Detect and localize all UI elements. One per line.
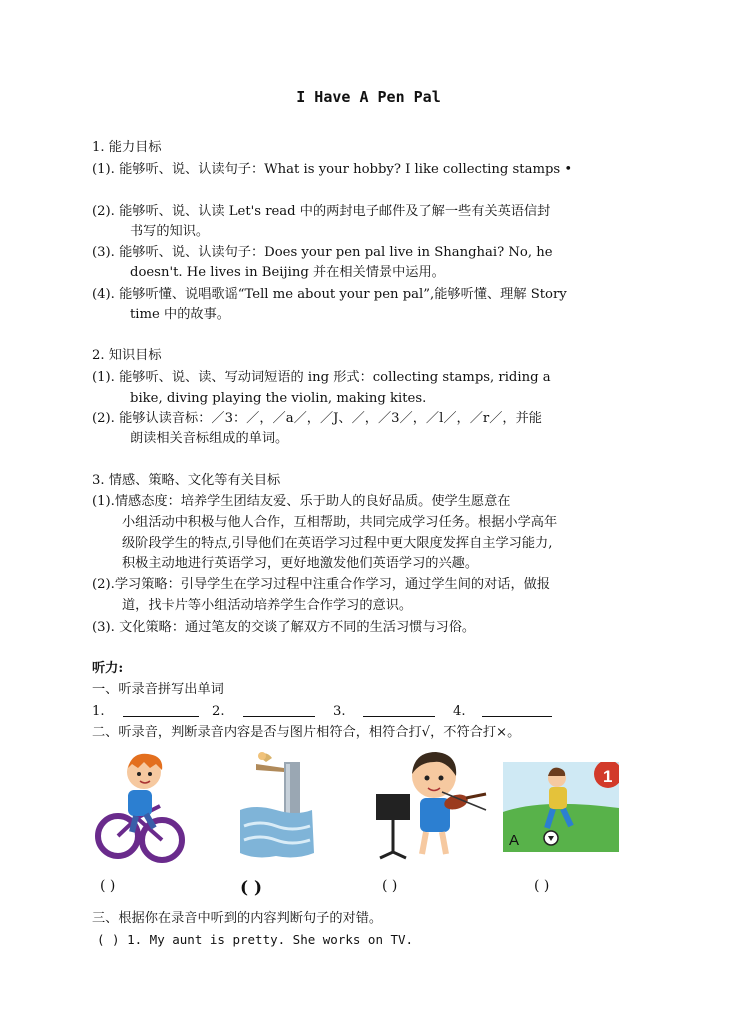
blank-number-1: 1.: [92, 704, 105, 719]
section1-item-3: (3). 能够听、说、认读句子：Does your pen pal live in Shanghai? No, he: [92, 245, 553, 260]
section1-item-3-cont: doesn't. He lives in Beijing 并在相关情景中运用。: [130, 265, 445, 280]
section1-item-4-cont: time 中的故事。: [130, 307, 230, 322]
section1-heading: 1. 能力目标: [92, 140, 162, 155]
answer-paren-2[interactable]: ( ): [240, 878, 263, 898]
section1-item-2-cont: 书写的知识。: [130, 224, 210, 239]
section3-item-2-cont: 道，找卡片等小组活动培养学生合作学习的意识。: [122, 598, 413, 613]
listening-heading: 听力:: [92, 661, 124, 676]
section2-item-1-cont: bike, diving playing the violin, making kites.: [130, 391, 427, 406]
violin-picture: [370, 748, 490, 863]
blank-number-4: 4.: [453, 704, 466, 719]
answer-blank-3[interactable]: [363, 716, 435, 717]
answer-paren-4[interactable]: ( ): [534, 878, 550, 894]
blank-number-3: 3.: [333, 704, 346, 719]
listening-part3: 三、根据你在录音中听到的内容判断句子的对错。: [92, 911, 383, 926]
section3-heading: 3. 情感、策略、文化等有关目标: [92, 473, 281, 488]
answer-paren-3[interactable]: ( ): [382, 878, 398, 894]
picture-label-a: A: [509, 832, 520, 849]
picture-badge-number: 1: [603, 767, 613, 786]
answer-paren-1[interactable]: ( ): [100, 878, 116, 894]
listening-part1: 一、听录音拼写出单词: [92, 682, 224, 697]
section3-item-1-cont-a: 小组活动中积极与他人合作，互相帮助，共同完成学习任务。根据小学高年: [122, 515, 558, 530]
diving-picture: [236, 748, 316, 863]
section3-item-2: (2).学习策略：引导学生在学习过程中注重合作学习，通过学生间的对话，做报: [92, 577, 551, 592]
section1-item-1: (1). 能够听、说、认读句子：What is your hobby? I like collecting stamps •: [92, 162, 573, 177]
section3-item-3: (3). 文化策略：通过笔友的交谈了解双方不同的生活习惯与习俗。: [92, 620, 476, 635]
boy-riding-bike-picture: [92, 748, 192, 863]
section2-item-2-cont: 朗读相关音标组成的单词。: [130, 431, 289, 446]
section3-item-1: (1).情感态度：培养学生团结友爱、乐于助人的良好品质。使学生愿意在: [92, 494, 511, 509]
section1-item-2: (2). 能够听、说、认读 Let's read 中的两封电子邮件及了解一些有关英语信封: [92, 204, 551, 219]
blank-number-2: 2.: [212, 704, 225, 719]
page-title: I Have A Pen Pal: [296, 88, 441, 106]
listening-part2: 二、听录音，判断录音内容是否与图片相符合，相符合打√，不符合打×。: [92, 725, 521, 740]
section2-item-1: (1). 能够听、说、读、写动词短语的 ing 形式：collecting stamps, riding a: [92, 370, 551, 385]
section1-item-4: (4). 能够听懂、说唱歌谣“Tell me about your pen pal”,能够听懂、理解 Story: [92, 287, 567, 302]
answer-blank-4[interactable]: [482, 716, 552, 717]
answer-blank-1[interactable]: [123, 716, 199, 717]
question-1: ( ) 1. My aunt is pretty. She works on TV.: [97, 932, 414, 947]
section2-heading: 2. 知识目标: [92, 348, 162, 363]
section2-item-2: (2). 能够认读音标：／3：／，／a／，／J、／，／3／，／l／，／r／，并能: [92, 411, 542, 426]
football-picture: [503, 762, 619, 852]
section3-item-1-cont-c: 积极主动地进行英语学习，更好地激发他们英语学习的兴趣。: [122, 556, 479, 571]
answer-blank-2[interactable]: [243, 716, 315, 717]
section3-item-1-cont-b: 级阶段学生的特点,引导他们在英语学习过程中更大限度发挥自主学习能力,: [122, 536, 553, 551]
